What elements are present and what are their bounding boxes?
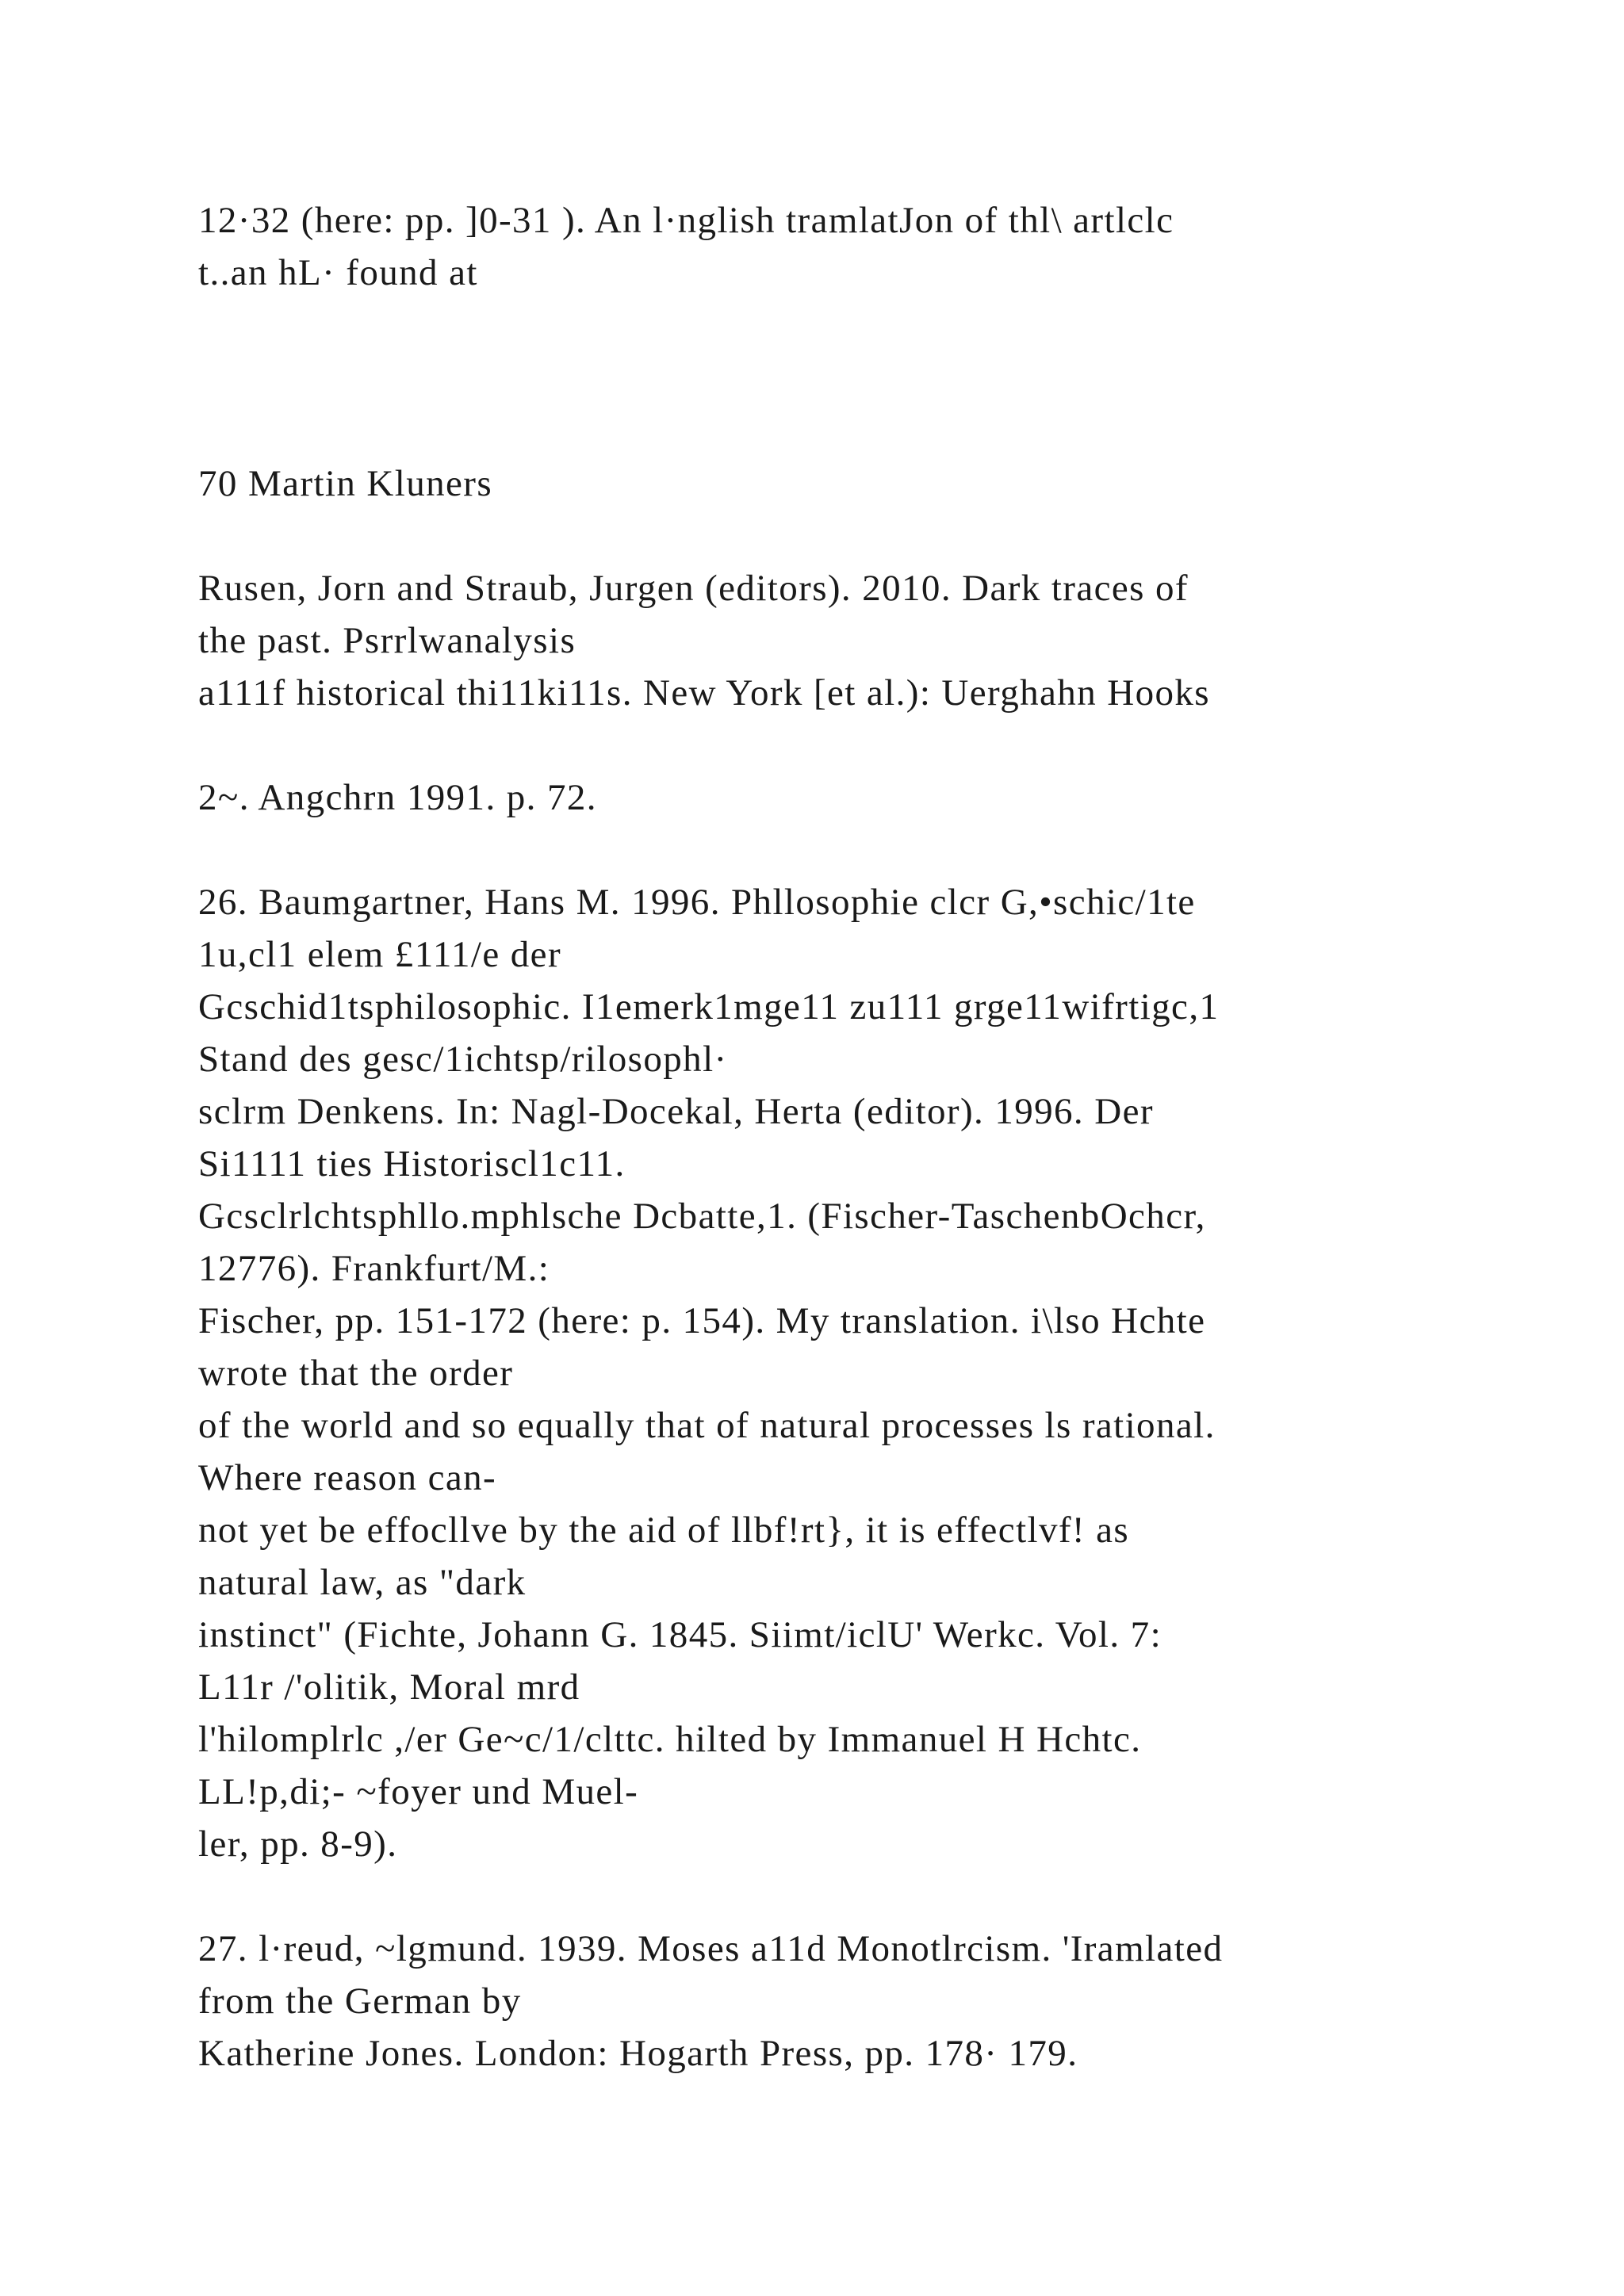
- footnote-26-line-14: natural law, as "dark: [198, 1562, 527, 1603]
- text-line-1: 12·32 (here: pp. ]0-31 ). An l·nglish tramlatJon of thl\ artlclc: [198, 200, 1174, 241]
- footnote-25: 2~. Angchrn 1991. p. 72.: [198, 777, 597, 818]
- footnote-26-line-17: l'hilomplrlc ,/er Ge~c/1/clttc. hilted by Immanuel H Hchtc.: [198, 1719, 1142, 1760]
- footnote-26-line-2: 1u,cl1 elem £111/e der: [198, 934, 561, 975]
- footnote-26-line-15: instinct" (Fichte, Johann G. 1845. Siimt/iclU' Werkc. Vol. 7:: [198, 1614, 1162, 1655]
- footnote-26-line-7: Gcsclrlchtsphllo.mphlsche Dcbatte,1. (Fischer-TaschenbOchcr,: [198, 1196, 1206, 1237]
- footnote-26-line-12: Where reason can-: [198, 1457, 497, 1498]
- footnote-27-line-1: 27. l·reud, ~lgmund. 1939. Moses a11d Monotlrcism. 'Iramlated: [198, 1928, 1224, 1969]
- running-header: 70 Martin Kluners: [198, 463, 493, 504]
- text-line-5: the past. Psrrlwanalysis: [198, 620, 576, 661]
- footnote-26-line-3: Gcschid1tsphilosophic. I1emerk1mge11 zu111 grge11wifrtigc,1: [198, 986, 1220, 1027]
- footnote-26-line-13: not yet be effocllve by the aid of llbf!rt}, it is effectlvf! as: [198, 1510, 1130, 1551]
- text-line-6: a111f historical thi11ki11s. New York [et al.): Uerghahn Hooks: [198, 672, 1210, 714]
- footnote-26-line-8: 12776). Frankfurt/M.:: [198, 1248, 550, 1289]
- footnote-26-line-6: Si1111 ties Historiscl1c11.: [198, 1143, 626, 1184]
- footnote-26-line-18: LL!p,di;- ~foyer und Muel-: [198, 1771, 639, 1812]
- footnote-26-line-19: ler, pp. 8-9).: [198, 1823, 398, 1865]
- text-line-4: Rusen, Jorn and Straub, Jurgen (editors). 2010. Dark traces of: [198, 568, 1189, 609]
- footnote-26-line-11: of the world and so equally that of natural processes ls rational.: [198, 1405, 1216, 1446]
- footnote-26-line-9: Fischer, pp. 151-172 (here: p. 154). My translation. i\lso Hchte: [198, 1300, 1206, 1341]
- footnote-26-line-16: L11r /'olitik, Moral mrd: [198, 1667, 580, 1708]
- footnote-27-line-2: from the German by: [198, 1980, 522, 2022]
- footnote-26-line-10: wrote that the order: [198, 1353, 514, 1394]
- text-line-2: t..an hL· found at: [198, 252, 478, 293]
- footnote-26-line-1: 26. Baumgartner, Hans M. 1996. Phllosophie clcr G,•schic/1te: [198, 882, 1196, 923]
- footnote-27-line-3: Katherine Jones. London: Hogarth Press, pp. 178· 179.: [198, 2033, 1078, 2074]
- footnote-26-line-4: Stand des gesc/1ichtsp/rilosophl·: [198, 1039, 728, 1080]
- footnote-26-line-5: sclrm Denkens. In: Nagl-Docekal, Herta (editor). 1996. Der: [198, 1091, 1154, 1132]
